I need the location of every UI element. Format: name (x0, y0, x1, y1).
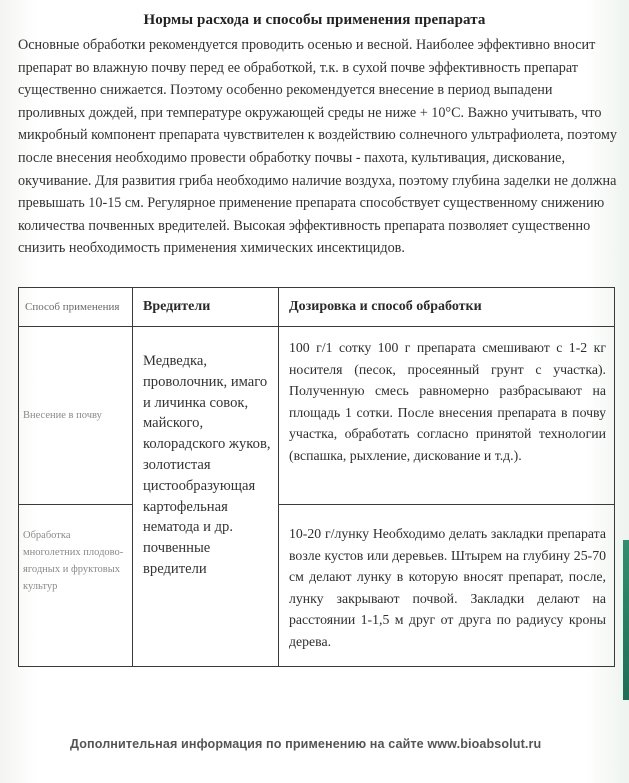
intro-line: препарат во влажную почву перед ее обработкой, т.к. в сухой почве эффективность препарат (18, 59, 578, 76)
package-edge-accent (623, 540, 629, 700)
table-row (19, 327, 615, 505)
header-pests: Вредители (133, 288, 279, 327)
table-row (19, 505, 615, 667)
method-cell: Внесение в почву (19, 327, 133, 505)
intro-line: микробный компонент препарата чувствителен к воздействию солнечного ультрафиолета, поэтому (18, 127, 617, 144)
header-dosage: Дозировка и способ обработки (279, 288, 615, 327)
footer-note: Дополнительная информация по применению на сайте www.bioabsolut.ru (70, 737, 542, 751)
intro-line: снизить необходимость применения химических инсектицидов. (18, 240, 405, 257)
intro-line: после внесения необходимо провести обработку почвы - пахота, культивация, дискование, (18, 149, 566, 166)
section-title: Нормы расхода и способы применения препарата (143, 12, 486, 28)
intro-line: превышать 10-15 см. Регулярное применение препарата способствует существенному снижению (18, 195, 605, 212)
intro-line: существенно снижается. Поэтому особенно рекомендуется внесение в период выпадени (18, 82, 553, 99)
dosage-cell: 10-20 г/лунку Необходимо делать закладки препарата возле кустов или деревьев. Штырем на глубину 25-70 см делают лунку в которую вносят препарат, после, лунку закрывают почвой. Закладки делают на расстоянии 1-1,5 м друг от друга по радиусу кроны дерева. (279, 505, 615, 667)
method-cell: Обработка многолетних плодово-ягодных и фруктовых культур (19, 505, 133, 667)
table-header-row (19, 288, 615, 327)
header-method: Способ применения (19, 288, 133, 327)
application-table (18, 287, 615, 667)
intro-line: проливных дождей, при температуре окружающей среды не ниже + 10°С. Важно учитывать, что (18, 104, 602, 121)
intro-line: количества почвенных вредителей. Высокая эффективность препарата позволяет существенно (18, 217, 591, 234)
intro-paragraph (18, 34, 629, 260)
dosage-cell: 100 г/1 сотку 100 г препарата смешивают с 1-2 кг носителя (песок, просеянный грунт с участка). Полученную смесь равномерно разбрасывают на площадь 1 сотки. После внесения препарата в почву участка, обработать согласно принятой технологии (вспашка, рыхление, дискование и т.д.). (279, 327, 615, 505)
intro-line: окучивание. Для развития гриба необходимо наличие воздуха, поэтому глубина заделки не должна (18, 172, 617, 189)
intro-line: Основные обработки рекомендуется проводить осенью и весной. Наиболее эффективно вносит (18, 37, 596, 53)
pests-cell: Медведка, проволочник, имаго и личинка совок, майского, колорадского жуков, золотистая цистообразующая картофельная нематода и др. почвенные вредители (133, 327, 279, 667)
